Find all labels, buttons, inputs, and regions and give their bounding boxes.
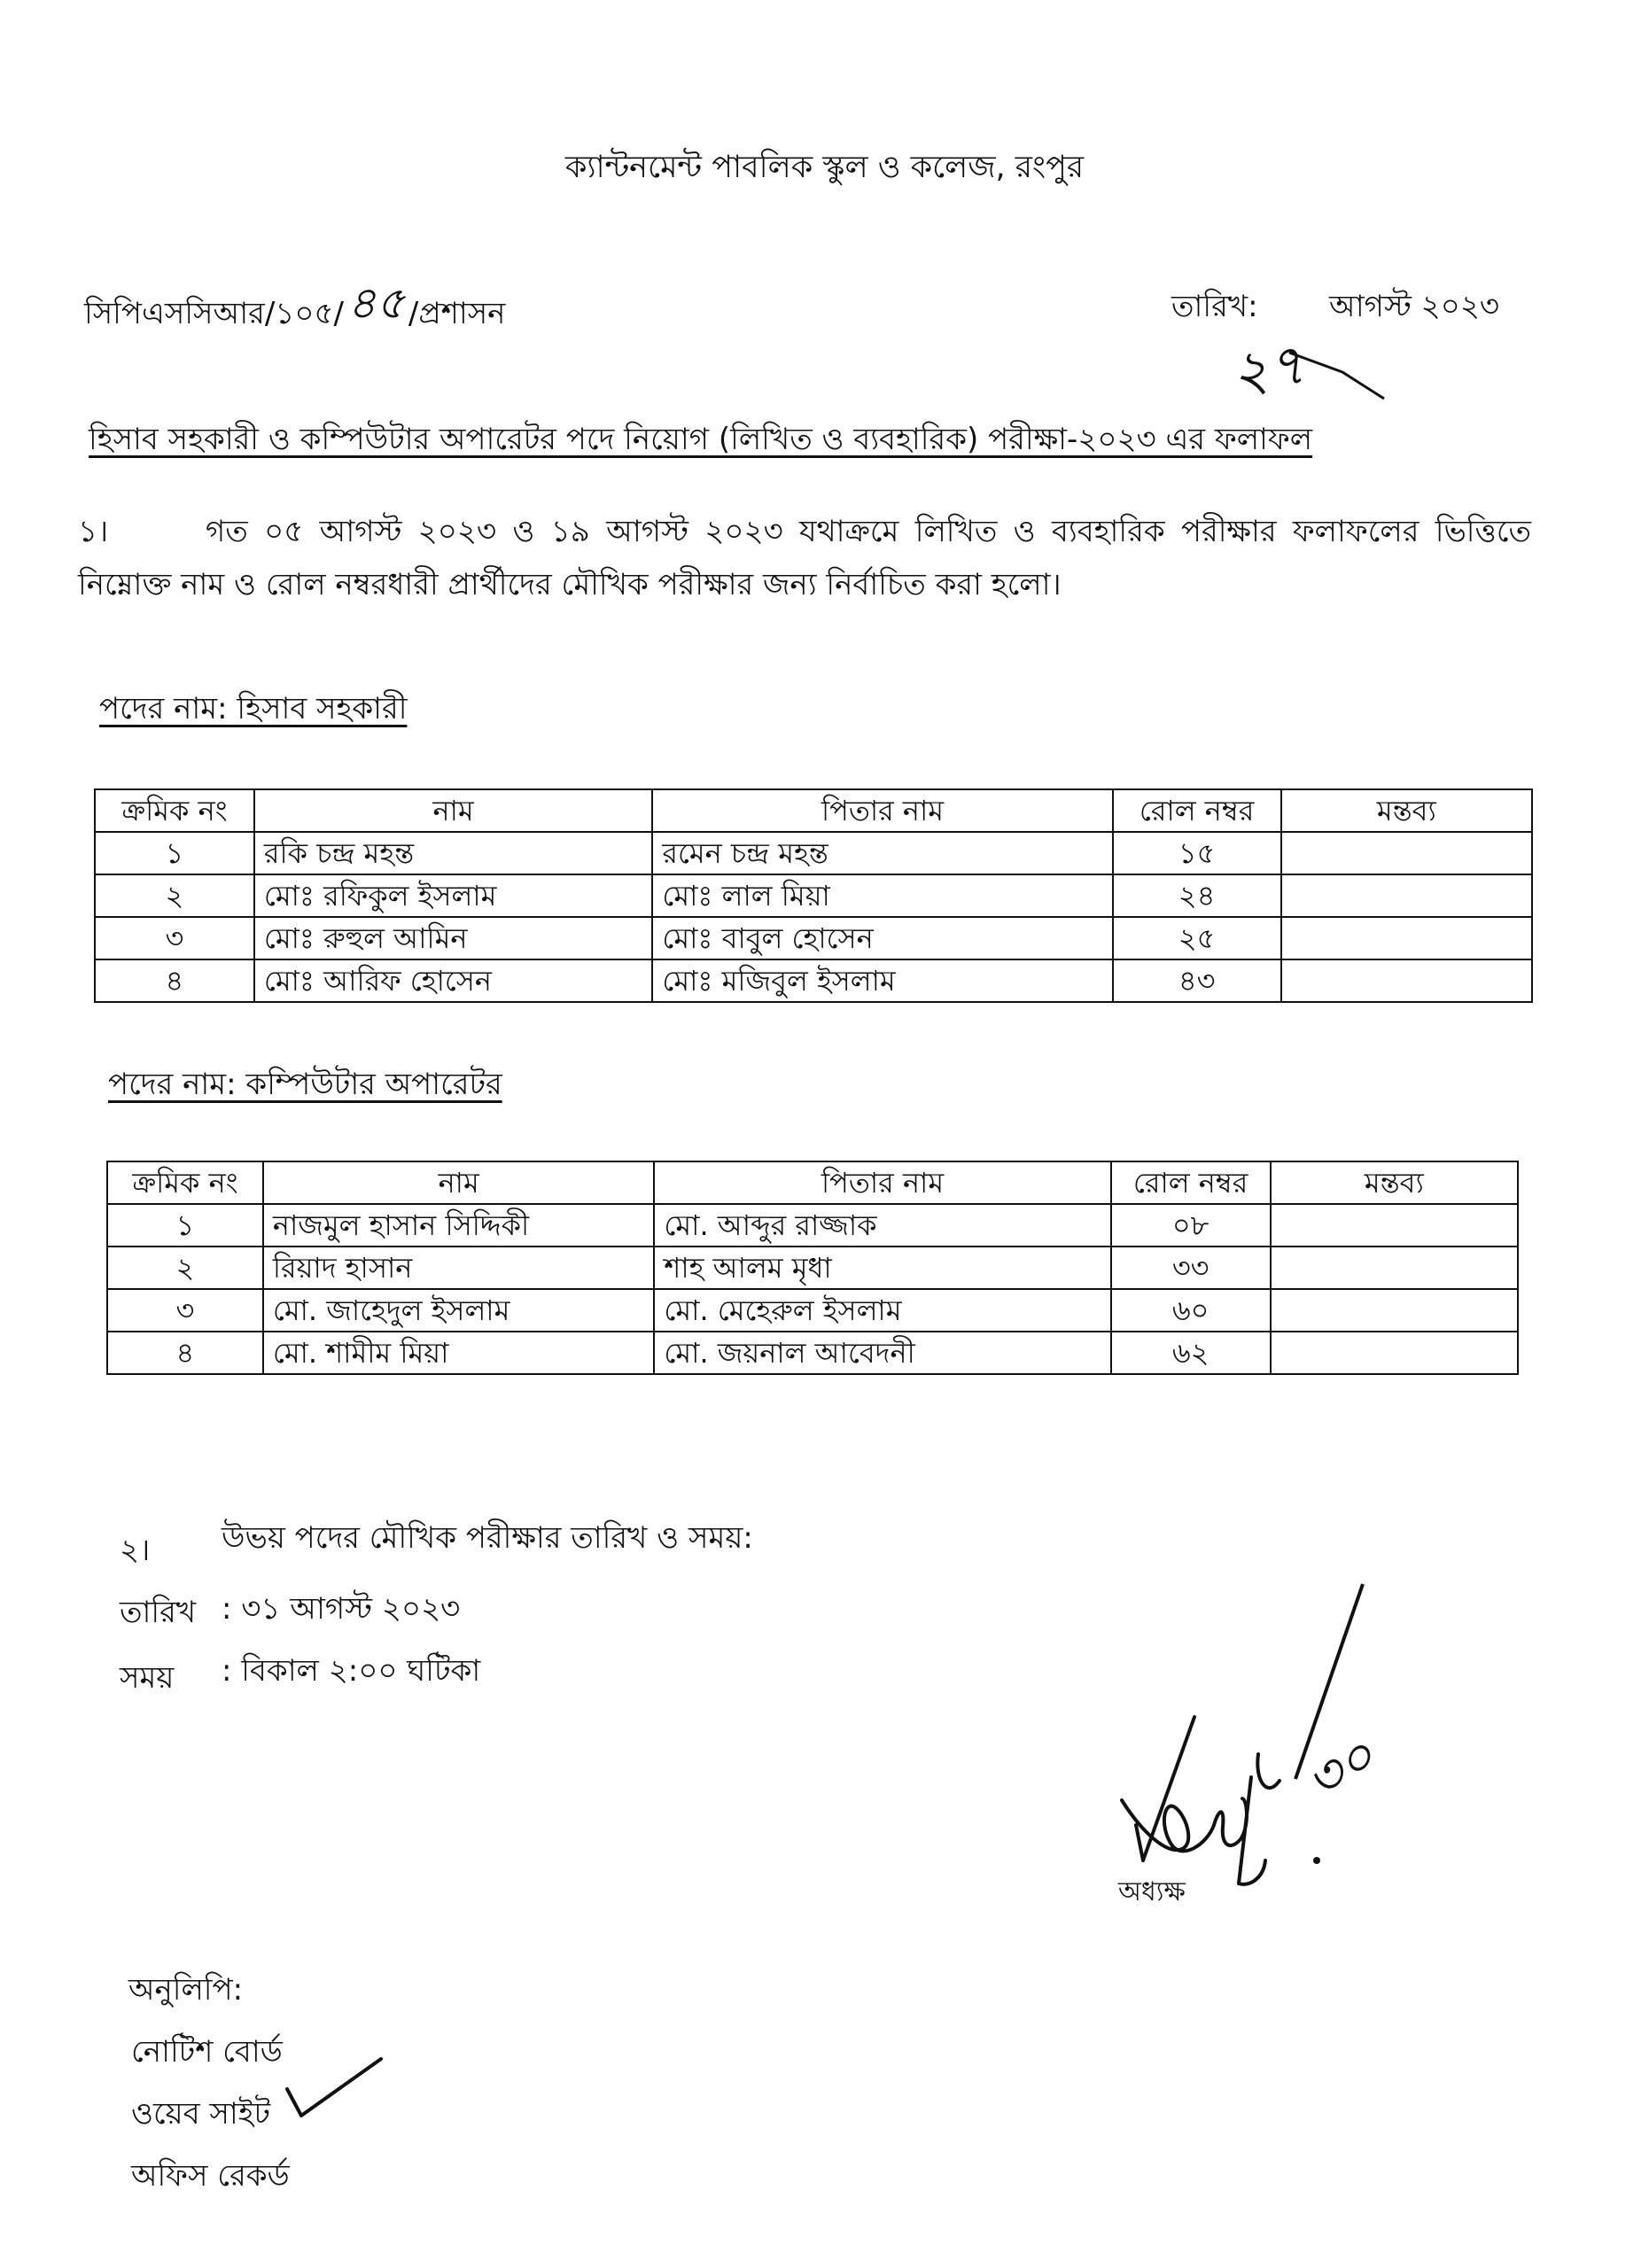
subject-title: হিসাব সহকারী ও কম্পিউটার অপারেটর পদে নিয়োগ (লিখিত ও ব্যবহারিক) পরীক্ষা-২০২৩ এর ফলাফল <box>89 422 1313 457</box>
header-father: পিতার নাম <box>652 789 1112 832</box>
header-roll: রোল নম্বর <box>1113 789 1281 832</box>
interview-time-label: সময় <box>120 1660 175 1696</box>
father-cell: রমেন চন্দ্র মহন্ত <box>652 832 1112 874</box>
name-cell: মো. জাহেদুল ইসলাম <box>263 1289 655 1332</box>
memo-reference <box>84 277 506 335</box>
name-cell: মোঃ আরিফ হোসেন <box>254 959 653 1002</box>
date-handwritten: ২৭ <box>1226 331 1310 408</box>
roll-cell: ৬০ <box>1111 1289 1271 1332</box>
table-row <box>107 1289 1518 1332</box>
copy-item: অফিস রেকর্ড <box>131 2158 290 2194</box>
table-row <box>107 1332 1518 1374</box>
remarks-cell <box>1271 1332 1518 1374</box>
roll-cell: ৬২ <box>1111 1332 1271 1374</box>
serial-cell: ১ <box>95 832 254 874</box>
remarks-cell <box>1271 1289 1518 1332</box>
table-header-row <box>95 789 1532 832</box>
check-mark-icon <box>282 2054 388 2124</box>
paragraph-2-text: উভয় পদের মৌখিক পরীক্ষার তারিখ ও সময়: <box>222 1520 753 1556</box>
serial-cell: ৩ <box>95 917 254 959</box>
roll-cell: ২৪ <box>1113 874 1281 917</box>
serial-cell: ২ <box>107 1247 263 1289</box>
table-row <box>95 959 1532 1002</box>
table-row <box>107 1204 1518 1247</box>
header-name: নাম <box>263 1161 655 1204</box>
remarks-cell <box>1281 874 1532 917</box>
post-2-title: পদের নাম: কম্পিউটার অপারেটর <box>108 1067 502 1102</box>
father-cell: মো. আব্দুর রাজ্জাক <box>654 1204 1110 1247</box>
paragraph-1-text: গত ০৫ আগস্ট ২০২৩ ও ১৯ আগস্ট ২০২৩ যথাক্রমে লিখিত ও ব্যবহারিক পরীক্ষার ফলাফলের ভিত্তিতে নিম্নোক্ত নাম ও রোল নম্বরধারী প্রার্থীদের মৌখিক পরীক্ষার জন্য নির্বাচিত করা হলো। <box>78 514 1531 602</box>
father-cell: মোঃ বাবুল হোসেন <box>652 917 1112 959</box>
father-cell: মোঃ লাল মিয়া <box>652 874 1112 917</box>
signature-date-mark: ৩০ <box>1295 1724 1387 1814</box>
remarks-cell <box>1281 917 1532 959</box>
serial-cell: ২ <box>95 874 254 917</box>
paragraph-1-number: ১। <box>78 514 109 549</box>
father-cell: মোঃ মজিবুল ইসলাম <box>652 959 1112 1002</box>
copy-label: অনুলিপি: <box>128 1972 244 2008</box>
date-text: আগস্ট ২০২৩ <box>1329 289 1500 324</box>
roll-cell: ২৫ <box>1113 917 1281 959</box>
post-1-title: পদের নাম: হিসাব সহকারী <box>99 691 408 726</box>
memo-prefix: সিপিএসসিআর/১০৫/ <box>84 296 345 331</box>
name-cell: রকি চন্দ্র মহন্ত <box>254 832 653 874</box>
header-serial: ক্রমিক নং <box>107 1161 263 1204</box>
name-cell: মোঃ রুহুল আমিন <box>254 917 653 959</box>
remarks-cell <box>1271 1247 1518 1289</box>
roll-cell: ৪৩ <box>1113 959 1281 1002</box>
post-1-table <box>94 788 1533 1003</box>
remarks-cell <box>1281 832 1532 874</box>
interview-date-label: তারিখ <box>120 1595 197 1630</box>
header-father: পিতার নাম <box>654 1161 1110 1204</box>
table-row <box>95 874 1532 917</box>
serial-cell: ৩ <box>107 1289 263 1332</box>
roll-cell: ০৮ <box>1111 1204 1271 1247</box>
table-row <box>95 917 1532 959</box>
name-cell: মো. শামীম মিয়া <box>263 1332 655 1374</box>
signatory-title: অধ্যক্ষ <box>1118 1876 1186 1907</box>
table-header-row <box>107 1161 1518 1204</box>
interview-date-value: : ৩১ আগস্ট ২০২৩ <box>222 1591 461 1627</box>
serial-cell: ৪ <box>107 1332 263 1374</box>
paragraph-2-number: ২। <box>120 1533 151 1568</box>
serial-cell: ৪ <box>95 959 254 1002</box>
institution-name: ক্যান্টনমেন্ট পাবলিক স্কুল ও কলেজ, রংপুর <box>564 150 1085 185</box>
serial-cell: ১ <box>107 1204 263 1247</box>
header-remarks: মন্তব্য <box>1271 1161 1518 1204</box>
name-cell: রিয়াদ হাসান <box>263 1247 655 1289</box>
header-roll: রোল নম্বর <box>1111 1161 1271 1204</box>
date-stroke <box>1285 346 1391 408</box>
interview-time-value: : বিকাল ২:০০ ঘটিকা <box>222 1653 481 1689</box>
date-label: তারিখ: <box>1171 289 1258 324</box>
father-cell: মো. জয়নাল আবেদনী <box>654 1332 1110 1374</box>
remarks-cell <box>1281 959 1532 1002</box>
father-cell: শাহ আলম মৃধা <box>654 1247 1110 1289</box>
copy-item: ওয়েব সাইট <box>131 2096 270 2132</box>
table-row <box>95 832 1532 874</box>
name-cell: নাজমুল হাসান সিদ্দিকী <box>263 1204 655 1247</box>
roll-cell: ৩৩ <box>1111 1247 1271 1289</box>
memo-number-handwritten: ৪৫ <box>347 277 405 329</box>
header-name: নাম <box>254 789 653 832</box>
post-2-table <box>106 1161 1519 1375</box>
copy-item: নোটিশ বোর্ড <box>131 2034 283 2070</box>
header-remarks: মন্তব্য <box>1281 789 1532 832</box>
header-serial: ক্রমিক নং <box>95 789 254 832</box>
table-row <box>107 1247 1518 1289</box>
remarks-cell <box>1271 1204 1518 1247</box>
paragraph-1 <box>78 505 1531 611</box>
name-cell: মোঃ রফিকুল ইসলাম <box>254 874 653 917</box>
father-cell: মো. মেহেরুল ইসলাম <box>654 1289 1110 1332</box>
roll-cell: ১৫ <box>1113 832 1281 874</box>
memo-suffix: /প্রশাসন <box>408 296 506 331</box>
